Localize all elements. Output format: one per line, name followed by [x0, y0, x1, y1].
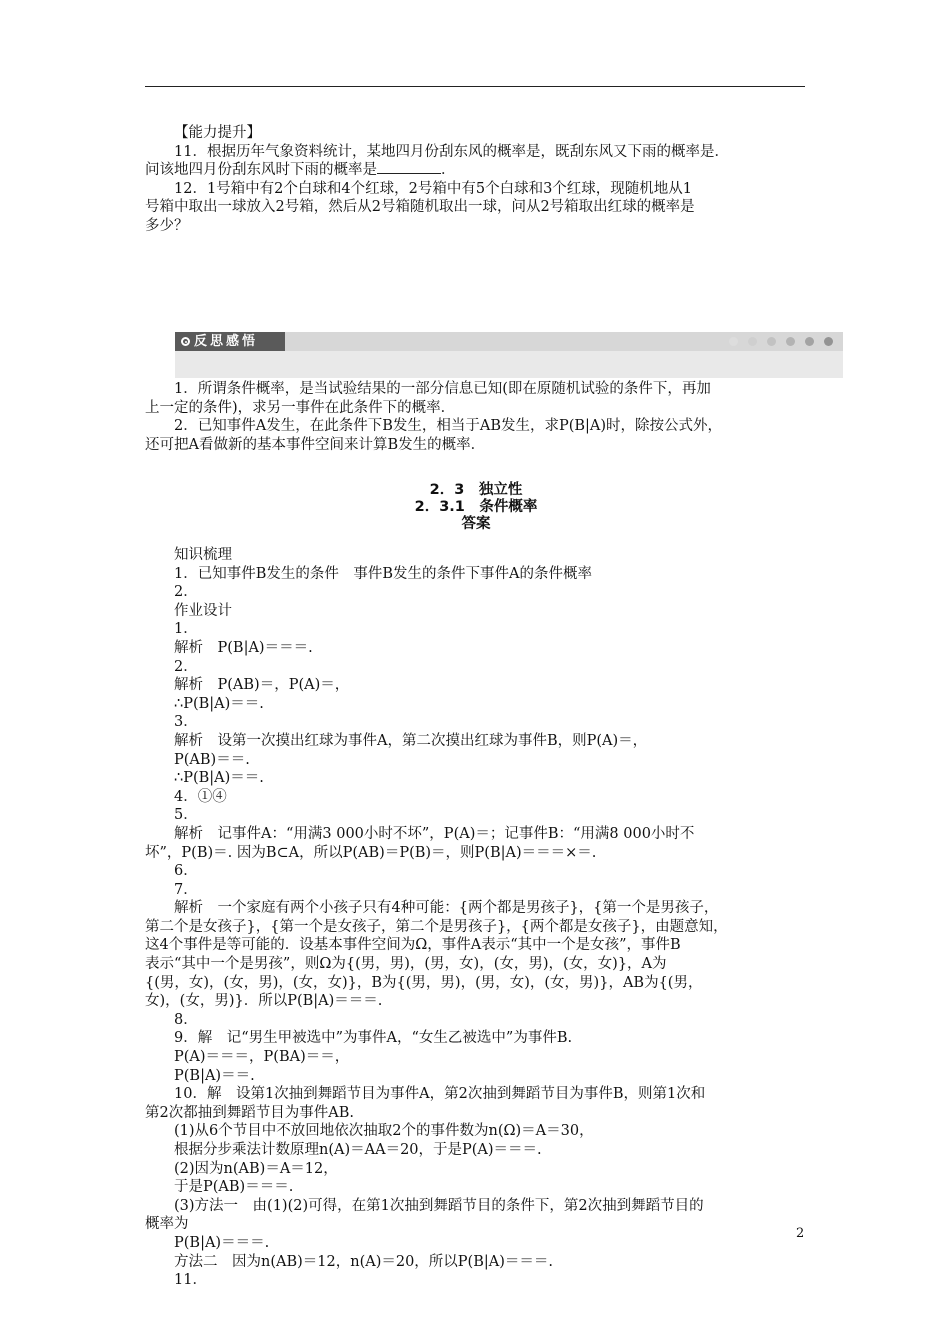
answer-line: 坏”，P(B)＝. 因为B⊂A，所以P(AB)＝P(B)＝，则P(B|A)＝＝＝×＝.: [145, 844, 597, 861]
answer-line: (3)方法一 由(1)(2)可得，在第1次抽到舞蹈节目的条件下，第2次抽到舞蹈节目的: [174, 1197, 704, 1214]
answer-line: P(B|A)＝＝.: [174, 1067, 255, 1084]
answer-line: 知识梳理: [174, 547, 232, 563]
answer-line: 10．解 设第1次抽到舞蹈节目为事件A，第2次抽到舞蹈节目为事件B，则第1次和: [174, 1086, 706, 1103]
ability-line: 问该地四月份刮东风时下雨的概率是 ．: [145, 162, 456, 179]
target-circle-icon: [181, 337, 190, 346]
banner-dots: [729, 337, 833, 347]
reflection-section: [145, 380, 807, 454]
answer-line: 解析 设第一次摸出红球为事件A，第二次摸出红球为事件B，则P(A)＝，: [174, 732, 648, 749]
answer-line: 5．: [174, 807, 198, 824]
banner-dot: [824, 337, 833, 346]
answer-line: 这4个事件是等可能的．设基本事件空间为Ω，事件A表示“其中一个是女孩”，事件B: [145, 937, 681, 954]
answer-line: P(B|A)＝＝＝.: [174, 1234, 270, 1251]
ability-line: 号箱中取出一球放入2号箱，然后从2号箱随机取出一球，问从2号箱取出红球的概率是: [145, 199, 695, 216]
answer-line: 解析 P(B|A)＝＝＝.: [174, 639, 313, 656]
ability-heading: 【能力提升】: [174, 125, 261, 141]
reflection-banner: [175, 332, 843, 378]
answer-line: 作业设计: [174, 602, 232, 619]
answer-line: 表示“其中一个是男孩”，则Ω为{(男，男)，(男，女)，(女，男)，(女，女)}，A为: [145, 956, 667, 973]
ability-line: 多少？: [145, 217, 189, 234]
answer-line: 第二个是女孩子}，{第一个是女孩子，第二个是男孩子}，{两个都是女孩子}，由题意知，: [145, 918, 728, 935]
answer-line: 解析 记事件A：“用满3 000小时不坏”，P(A)＝；记事件B：“用满8 000小时不: [174, 825, 695, 842]
banner-dot: [729, 337, 738, 346]
answer-line: 8．: [174, 1011, 198, 1028]
answer-line: 2．: [174, 584, 198, 601]
reflection-line: 1．所谓条件概率，是当试验结果的一部分信息已知(即在原随机试验的条件下，再加: [174, 381, 711, 397]
banner-dot: [748, 337, 757, 346]
banner-dot: [805, 337, 814, 346]
answer-line: (2)因为n(AB)＝A＝12，: [174, 1160, 338, 1177]
answer-line: ∴P(B|A)＝＝.: [174, 695, 264, 712]
answer-line: 概率为: [145, 1216, 189, 1233]
answer-line: 2．: [174, 658, 198, 675]
answer-line: 第2次都抽到舞蹈节目为事件AB.: [145, 1104, 354, 1121]
answer-blank: [377, 161, 441, 174]
answer-line: {(男，女)，(女，男)，(女，女)}，B为{(男，男)，(男，女)，(女，男)}，AB为{(男，: [145, 974, 703, 991]
reflection-line: 还可把A看做新的基本事件空间来计算B发生的概率．: [145, 436, 486, 453]
answer-line: 根据分步乘法计数原理n(A)＝AA＝20，于是P(A)＝＝＝.: [174, 1142, 542, 1158]
ability-line: 11．根据历年气象资料统计，某地四月份刮东风的概率是，既刮东风又下雨的概率是．: [174, 143, 729, 160]
answer-line: 女)，(女，男)}．所以P(B|A)＝＝＝.: [145, 993, 383, 1010]
section-title: 2．3 独立性: [429, 482, 523, 498]
reflection-line: 上一定的条件)，求另一事件在此条件下的概率．: [145, 399, 456, 416]
answer-line: 1．: [174, 621, 198, 638]
banner-title: 反思感悟: [194, 334, 259, 349]
banner-dot: [767, 337, 776, 346]
answers-section: [145, 546, 807, 1290]
reflection-line: 2．已知事件A发生，在此条件下B发生，相当于AB发生，求P(B|A)时，除按公式外，: [174, 418, 723, 435]
banner-tab: [175, 332, 285, 351]
answer-line: 4．①④: [174, 788, 227, 805]
answer-line: 于是P(AB)＝＝＝.: [174, 1179, 294, 1196]
answer-line: 7．: [174, 881, 198, 898]
page-number: 2: [796, 1226, 805, 1241]
answer-line: 11．: [174, 1272, 207, 1289]
answers-title: 答案: [461, 516, 491, 532]
answer-line: 3．: [174, 714, 198, 731]
header-rule: [145, 86, 805, 87]
answer-line: 6．: [174, 863, 198, 880]
answer-line: 解析 P(AB)＝，P(A)＝，: [174, 677, 350, 694]
answer-line: P(A)＝＝＝，P(BA)＝＝，: [174, 1049, 350, 1066]
subsection-title: 2．3.1 条件概率: [414, 499, 538, 515]
ability-line: 12．1号箱中有2个白球和4个红球，2号箱中有5个白球和3个红球，现随机地从1: [174, 180, 693, 197]
answer-line: (1)从6个节目中不放回地依次抽取2个的事件数为n(Ω)＝A＝30，: [174, 1123, 594, 1140]
answer-line: P(AB)＝＝.: [174, 751, 250, 768]
banner-dot: [786, 337, 795, 346]
answer-line: ∴P(B|A)＝＝.: [174, 770, 264, 787]
answer-line: 方法二 因为n(AB)＝12，n(A)＝20，所以P(B|A)＝＝＝.: [174, 1253, 553, 1270]
answer-line: 1．已知事件B发生的条件 事件B发生的条件下事件A的条件概率: [174, 565, 593, 582]
ability-section: [145, 124, 807, 236]
answer-line: 解析 一个家庭有两个小孩子只有4种可能：{两个都是男孩子}，{第一个是男孩子，: [174, 900, 719, 917]
banner-strip: [285, 332, 843, 351]
answer-line: 9．解 记“男生甲被选中”为事件A，“女生乙被选中”为事件B.: [174, 1030, 573, 1047]
